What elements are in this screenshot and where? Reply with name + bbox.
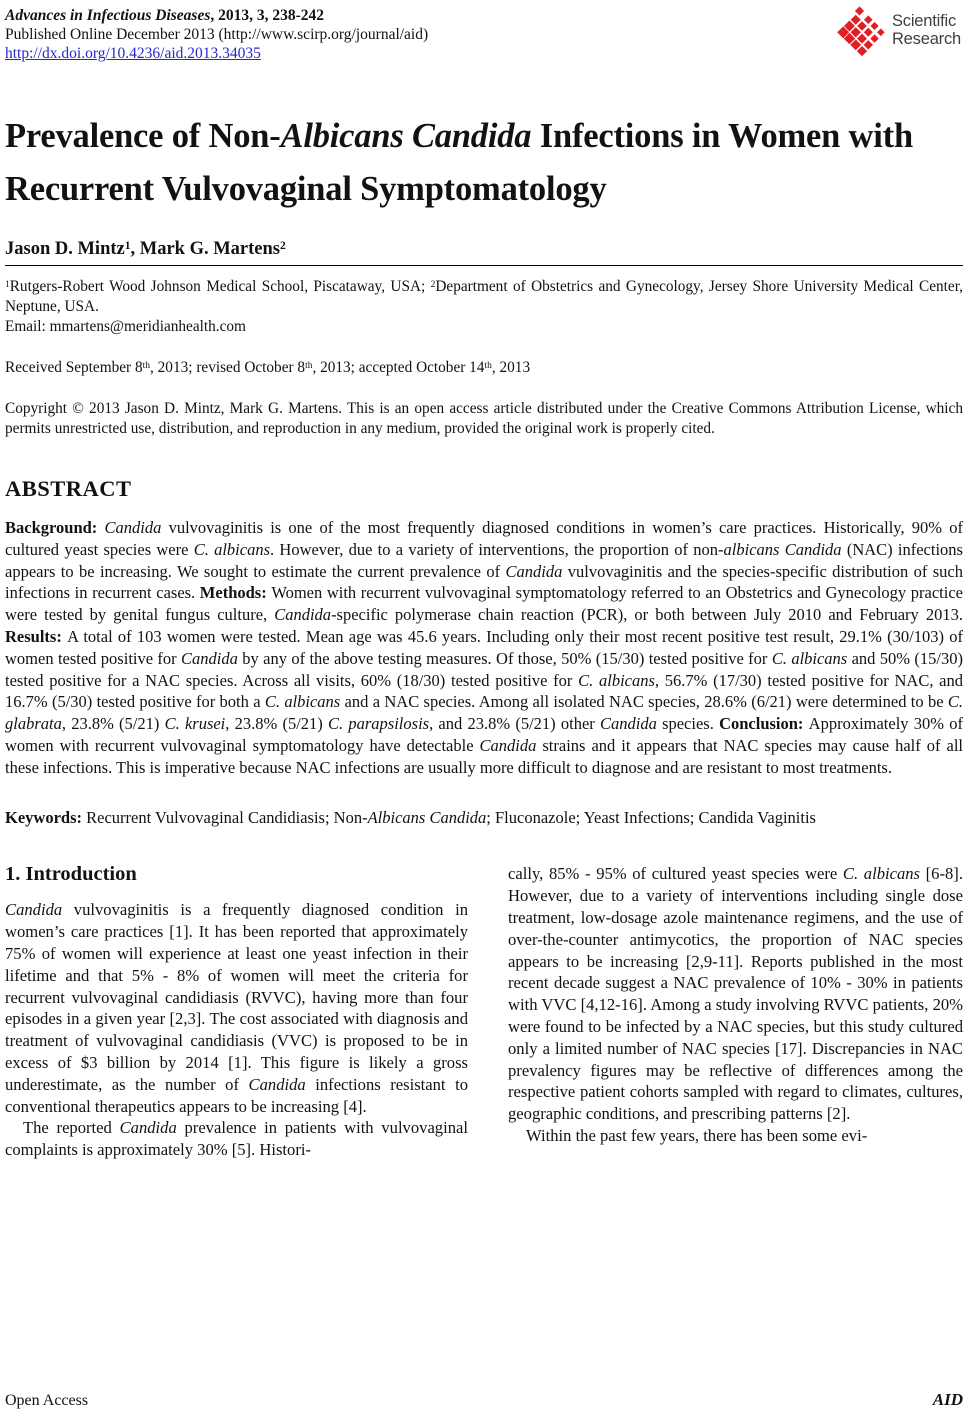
- intro-paragraph-1: Candida vulvovaginitis is a frequently diagnosed condition in women’s care practices [1]. It has been reported that approximately 75% of women will experience at least one yeast infection in their lifetime and that 5% - 8% of women will meet the criteria for recurrent vulvovaginal candidiasis (RVVC), having more than four episodes in a given year [2,3]. The cost associated with diagnosis and treatment of vulvovaginal candidiasis (VVC) is proposed to be in excess of $3 billion by 2014 [1]. This figure is likely a gross underestimate, as the number of Candida infections resistant to conventional therapeutics appears to be increasing [4].: [5, 900, 468, 1116]
- logo-word-scientific: Scientific: [891, 12, 956, 30]
- journal-abbreviation: AID: [932, 1390, 963, 1409]
- keywords-line: Keywords: Recurrent Vulvovaginal Candidiasis; Non-Albicans Candida; Fluconazole; Yeast Infections; Candida Vaginitis: [5, 807, 816, 827]
- scientific-research-logo: [837, 7, 961, 55]
- received-dates: Received September 8th, 2013; revised October 8th, 2013; accepted October 14th, 2013: [5, 359, 531, 376]
- journal-citation: Advances in Infectious Diseases, 2013, 3, 238-242: [5, 7, 325, 24]
- doi-link[interactable]: http://dx.doi.org/10.4236/aid.2013.34035: [5, 45, 261, 62]
- email-line: Email: mmartens@meridianhealth.com: [5, 318, 246, 335]
- abstract-heading: ABSTRACT: [5, 476, 132, 501]
- published-online-line: Published Online December 2013 (http://www.scirp.org/journal/aid): [5, 26, 429, 43]
- affiliations: $^1$Rutgers-Robert Wood Johnson Medical School, Piscataway, USA; $^2$Department of Obstetrics and Gynecology, Jersey Shore University Medical Center, Neptune, USA.: [5, 278, 964, 315]
- right-column: [508, 863, 963, 1161]
- left-column: [5, 863, 468, 1161]
- logo-word-research: Research: [891, 29, 961, 48]
- page-header: [5, 6, 963, 63]
- author-names: Jason D. Mintz$^1$, Mark G. Martens$^2$: [5, 239, 286, 259]
- open-access-label: Open Access: [5, 1392, 89, 1409]
- diamond-cluster-icon: [837, 7, 887, 55]
- page-footer: [5, 1390, 963, 1410]
- intro-paragraph-3: cally, 85% - 95% of cultured yeast species were C. albicans [6-8]. However, due to a variety of interventions including single dose treatment, low-dosage azole maintenance regimens, and the use of over-the-counter antimycotics, the proportion of NAC species appears to be increasing [2,9-11]. Reports published in the most recent decade suggest a NAC prevalence of 10% - 30% in patients with VVC [4,12-16]. Among a study involving RVVC patients, 20% were found to be infected by a NAC species, but this study cultured only a limited number of NAC species [17]. Discrepancies in NAC prevalency figures may be reflective of differences among the respective patient cohorts sampled with regard to climates, cultures, geographic conditions, and prescribing patterns [2].: [508, 864, 963, 1124]
- copyright-notice: Copyright © 2013 Jason D. Mintz, Mark G. Martens. This is an open access article distributed under the Creative Commons Attribution License, which permits unrestricted use, distribution, and reproduction in any medium, provided the original work is properly cited.: [5, 400, 963, 437]
- article-title: Prevalence of Non-Albicans Candida Infections in Women with Recurrent Vulvovaginal Symptomatology: [5, 117, 913, 208]
- abstract-text: Background: Candida vulvovaginitis is one of the most frequently diagnosed conditions in women’s care practices. Historically, 90% of cultured yeast species were C. albicans. However, due to a variety of interventions, the proportion of non-albicans Candida (NAC) infections appears to be increasing. We sought to estimate the current prevalence of Candida vulvovaginitis and the species-specific distribution of such infections in recurrent cases. Methods: Women with recurrent vulvovaginal symptomatology referred to an Obstetrics and Gynecology practice were tested by genital fungus culture, Candida-specific polymerase chain reaction (PCR), or both between July 2010 and February 2013. Results: A total of 103 women were tested. Mean age was 45.6 years. Including only their most recent positive test result, 29.1% (30/103) of women tested positive for Candida by any of the above testing measures. Of those, 50% (15/30) tested positive for C. albicans and 50% (15/30) tested positive for a NAC species. Across all visits, 60% (18/30) tested positive for C. albicans, 56.7% (17/30) tested positive for NAC, and 16.7% (5/30) tested positive for both a C. albicans and a NAC species. Among all isolated NAC species, 28.6% (6/21) were determined to be C. glabrata, 23.8% (5/21) C. krusei, 23.8% (5/21) C. parapsilosis, and 23.8% (5/21) other Candida species. Conclusion: Approximately 30% of women with recurrent vulvovaginal symptomatology have detectable Candida strains and it appears that NAC species may cause half of all these infections. This is imperative because NAC infections are usually more difficult to diagnose and are resistant to most treatments.: [5, 518, 964, 777]
- authors-divider: [5, 265, 963, 266]
- two-column-body: [5, 863, 963, 1161]
- logo-wordmark: [892, 13, 961, 48]
- section-heading-introduction: 1. Introduction: [5, 863, 137, 886]
- journal-info: [5, 6, 428, 63]
- intro-paragraph-4: Within the past few years, there has been some evi-: [526, 1125, 868, 1145]
- intro-paragraph-2: The reported Candida prevalence in patients with vulvovaginal complaints is approximately 30% [5]. Histori-: [5, 1118, 468, 1160]
